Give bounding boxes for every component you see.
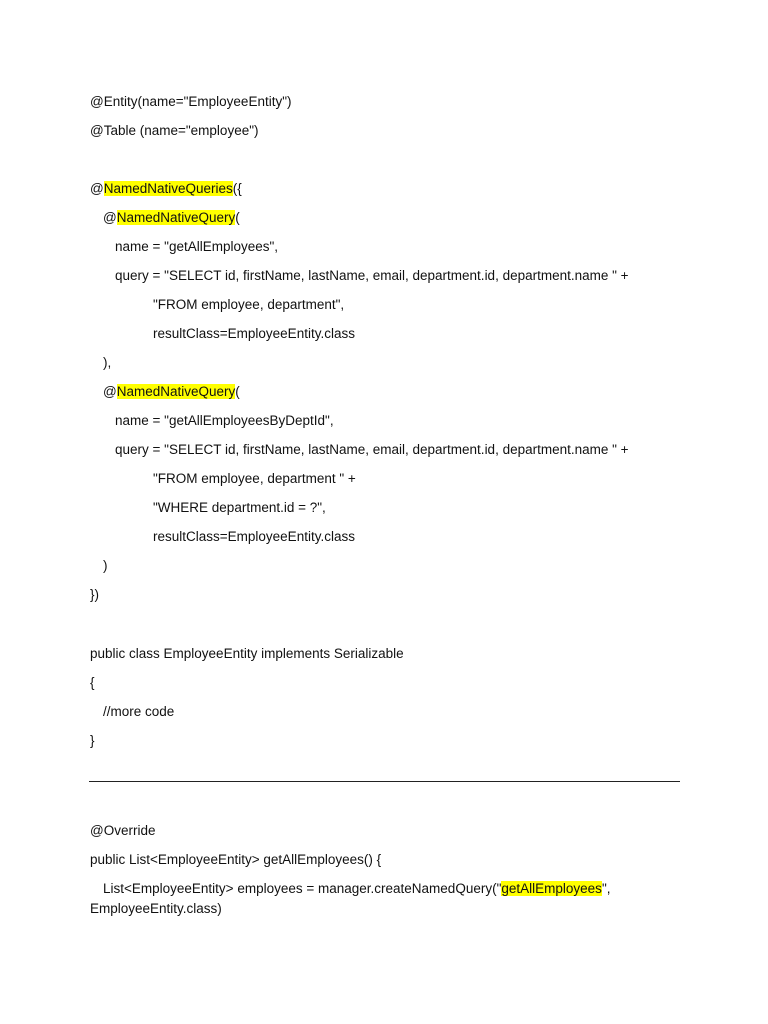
named-native-queries-line xyxy=(90,180,242,198)
query2-close-line: ) xyxy=(103,558,108,573)
highlight-named-native-query-2: NamedNativeQuery xyxy=(116,384,236,399)
class-open-brace: { xyxy=(90,675,95,690)
named-native-query-line-1 xyxy=(103,209,240,227)
open-paren: ( xyxy=(235,384,240,399)
query2-from-line: "FROM employee, department " + xyxy=(153,471,356,486)
call-suffix: ", xyxy=(601,881,611,896)
query2-select-line: query = "SELECT id, firstName, lastName, email, department.id, department.name " + xyxy=(115,442,629,457)
at-sign: @ xyxy=(90,181,104,196)
named-native-query-line-2 xyxy=(103,383,240,401)
horizontal-divider xyxy=(89,781,680,782)
table-annotation-line: @Table (name="employee") xyxy=(90,123,259,138)
override-annotation-line: @Override xyxy=(90,823,156,838)
highlight-named-native-query-1: NamedNativeQuery xyxy=(116,210,236,225)
entity-annotation-line: @Entity(name="EmployeeEntity") xyxy=(90,94,292,109)
query1-select-line: query = "SELECT id, firstName, lastName, email, department.id, department.name " + xyxy=(115,268,629,283)
highlight-get-all-employees: getAllEmployees xyxy=(501,881,602,896)
at-sign: @ xyxy=(103,384,117,399)
method-signature-line: public List<EmployeeEntity> getAllEmployees() { xyxy=(90,852,382,867)
call-prefix: List<EmployeeEntity> employees = manager.createNamedQuery(" xyxy=(103,881,502,896)
query1-result-line: resultClass=EmployeeEntity.class xyxy=(153,326,355,341)
query2-result-line: resultClass=EmployeeEntity.class xyxy=(153,529,355,544)
named-query-call-continuation: EmployeeEntity.class) xyxy=(90,901,222,916)
highlight-named-native-queries: NamedNativeQueries xyxy=(103,181,233,196)
class-declaration-line: public class EmployeeEntity implements Serializable xyxy=(90,646,404,661)
open-paren-brace: ({ xyxy=(232,181,242,196)
at-sign: @ xyxy=(103,210,117,225)
query1-from-line: "FROM employee, department", xyxy=(153,297,345,312)
query1-name-line: name = "getAllEmployees", xyxy=(115,239,279,254)
open-paren: ( xyxy=(235,210,240,225)
class-close-brace: } xyxy=(90,733,95,748)
query2-where-line: "WHERE department.id = ?", xyxy=(153,500,326,515)
more-code-comment: //more code xyxy=(103,704,175,719)
query2-name-line: name = "getAllEmployeesByDeptId", xyxy=(115,413,334,428)
named-native-queries-close-line: }) xyxy=(90,587,100,602)
query1-close-line: ), xyxy=(103,355,112,370)
named-query-call-line xyxy=(103,880,610,898)
